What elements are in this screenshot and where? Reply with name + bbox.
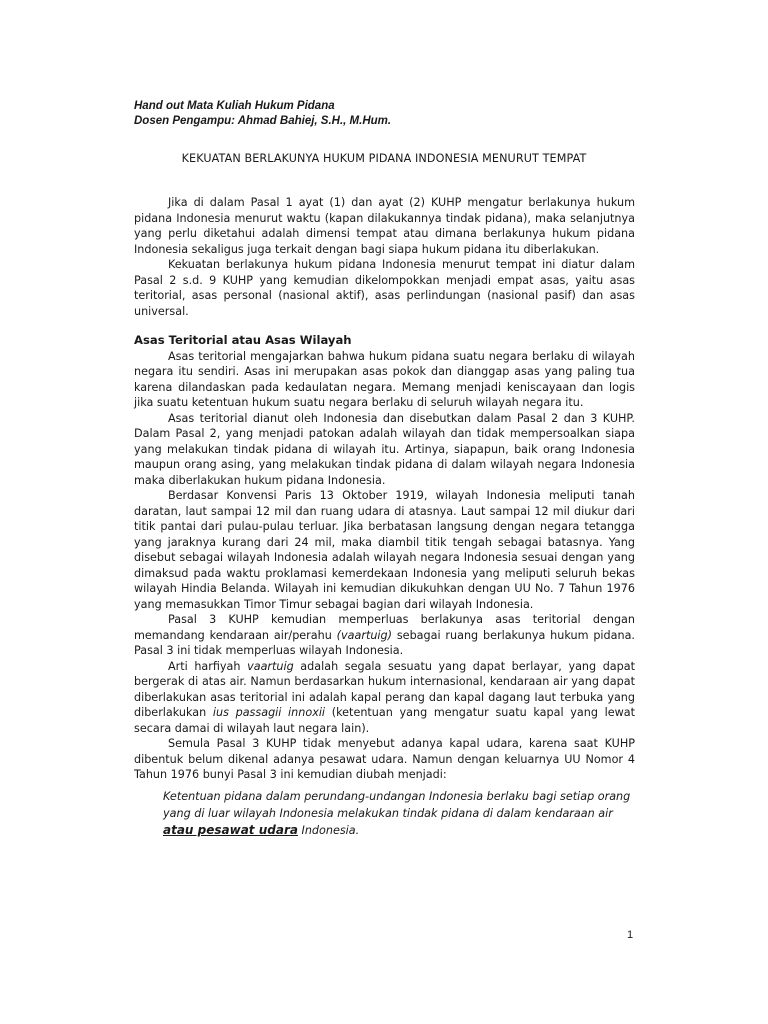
italic-term: ius passagii innoxii bbox=[212, 706, 326, 719]
document-header bbox=[134, 99, 391, 129]
paragraph-section-1: Asas teritorial mengajarkan bahwa hukum pidana suatu negara berlaku di wilayah negara itu sendiri. Asas ini merupakan asas pokok dan dianggap asas yang paling tua karena dilandaskan pada kedaulatan negara. Memang menjadi keniscayaan dan logis jika suatu ketentuan hukum suatu negara berlaku di seluruh wilayah negara itu. bbox=[134, 349, 635, 409]
paragraph-section-3: Berdasar Konvensi Paris 13 Oktober 1919, wilayah Indonesia meliputi tanah daratan, laut sampai 12 mil dan ruang udara di atasnya. Laut sampai 12 mil diukur dari titik pantai dari pulau-pulau terluar. Jika berbatasan langsung dengan negara tetangga yang jaraknya kurang dari 24 mil, maka diambil titik tengah sebagai batasnya. Yang disebut sebagai wilayah Indonesia adalah wilayah negara Indonesia sesuai dengan yang dimaksud pada waktu proklamasi kemerdekaan Indonesia yang meliputi seluruh bekas wilayah Hindia Belanda. Wilayah ini kemudian dikukuhkan dengan UU No. 7 Tahun 1976 yang memasukkan Timor Timur sebagai bagian dari wilayah Indonesia. bbox=[134, 489, 635, 611]
paragraph-pasal3 bbox=[134, 612, 635, 659]
paragraph-intro-1: Jika di dalam Pasal 1 ayat (1) dan ayat (2) KUHP mengatur berlakunya hukum pidana Indonesia menurut waktu (kapan dilakukannya tindak pidana), maka selanjutnya yang perlu diketahui adalah dimensi tempat atau dimana berlakunya hukum pidana Indonesia sekaligus juga terkait dengan bagi siapa hukum pidana itu diberlakukan. bbox=[134, 196, 635, 256]
section-heading: Asas Teritorial atau Asas Wilayah bbox=[134, 333, 352, 347]
page-title: KEKUATAN BERLAKUNYA HUKUM PIDANA INDONESIA MENURUT TEMPAT bbox=[181, 152, 587, 165]
header-course: Hand out Mata Kuliah Hukum Pidana bbox=[134, 100, 335, 112]
document-body bbox=[134, 195, 635, 839]
italic-term: vaartuig bbox=[247, 659, 294, 673]
paragraph-semula: Semula Pasal 3 KUHP tidak menyebut adanya kapal udara, karena saat KUHP dibentuk belum dikenal adanya pesawat udara. Namun dengan keluarnya UU Nomor 4 Tahun 1976 bunyi Pasal 3 ini kemudian diubah menjadi: bbox=[134, 737, 635, 781]
text-run: adalah segala sesuatu yang dapat berlayar, yang dapat bergerak di atas air. Namun berdasarkan hukum internasional, kendaraan air yang dapat diberlakukan asas teritorial ini adalah kapal perang dan kapal dagang Iaut terbuka yang diberlakukan bbox=[134, 659, 635, 719]
text-run: Indonesia. bbox=[297, 823, 360, 837]
quoted-article bbox=[163, 788, 635, 839]
paragraph-section-2: Asas teritorial dianut oleh Indonesia dan disebutkan dalam Pasal 2 dan 3 KUHP. Dalam Pasal 2, yang menjadi patokan adalah wilayah dan tidak mempersoalkan siapa yang melakukan tindak pidana di wilayah itu. Artinya, siapapun, baik orang Indonesia maupun orang asing, yang melakukan tindak pidana di dalam wilayah negara Indonesia maka diberlakukan hukum pidana Indonesia. bbox=[134, 411, 635, 487]
page-number: 1 bbox=[627, 929, 634, 941]
italic-term: (vaartuig) bbox=[336, 628, 393, 642]
text-run: sebagai ruang berlakunya hukum pidana. Pasal 3 ini tidak memperluas wilayah Indonesia. bbox=[134, 628, 635, 657]
emphasized-phrase: atau pesawat udara bbox=[163, 822, 298, 837]
text-run: Pasal 3 KUHP kemudian memperluas berlakunya asas teritorial dengan memandang kendaraan air/perahu bbox=[134, 613, 635, 642]
text-run: Arti harfiyah bbox=[168, 659, 248, 673]
text-run: Ketentuan pidana dalam perundang-undangan Indonesia berlaku bagi setiap orang yang di luar wilayah Indonesia melakukan tindak pidana di dalam kendaraan air bbox=[163, 789, 631, 820]
header-lecturer: Dosen Pengampu: Ahmad Bahiej, S.H., M.Hum. bbox=[134, 115, 392, 127]
text-run: (ketentuan yang mengatur suatu kapal yang lewat secara damai di wilayah laut negara lain). bbox=[134, 706, 635, 735]
paragraph-arti bbox=[134, 659, 635, 737]
paragraph-intro-2: Kekuatan berlakunya hukum pidana Indonesia menurut tempat ini diatur dalam Pasal 2 s.d. 9 KUHP yang kemudian dikelompokkan menjadi empat asas, yaitu asas teritorial, asas personal (nasional aktif), asas perlindungan (nasional pasif) dan asas universal. bbox=[134, 258, 635, 318]
